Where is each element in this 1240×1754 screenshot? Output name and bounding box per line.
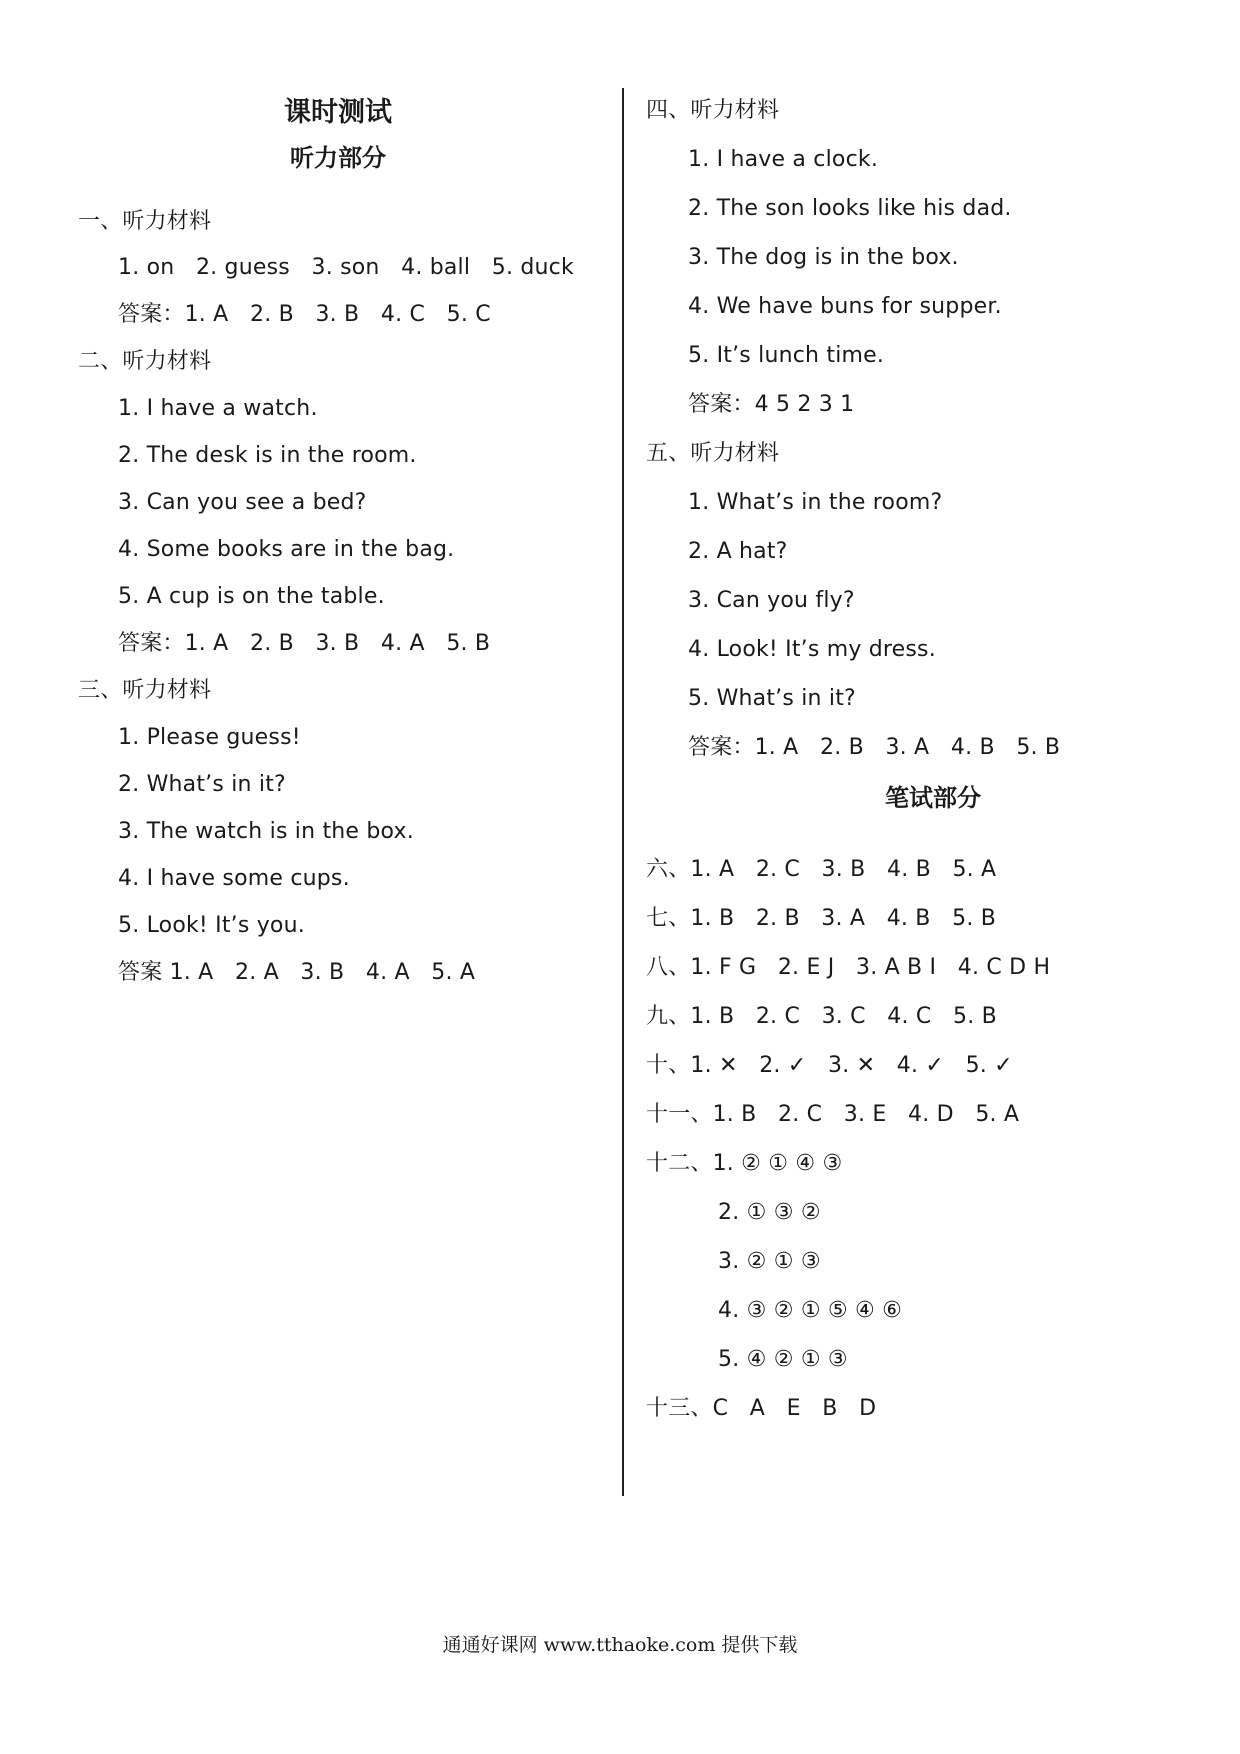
section-5-item: 3. Can you fly?: [688, 588, 855, 613]
page-title: 课时测试: [284, 97, 392, 128]
section-1-item: 1. on 2. guess 3. son 4. ball 5. duck: [118, 255, 574, 280]
section-3-item: 5. Look! It’s you.: [118, 913, 305, 938]
written-section-heading: 笔试部分: [885, 784, 981, 812]
answer-row-12-sub: 4. ③ ② ① ⑤ ④ ⑥: [718, 1298, 903, 1323]
section-4-item: 3. The dog is in the box.: [688, 245, 959, 270]
listening-section-heading: 听力部分: [290, 144, 386, 172]
answer-row-7: 七、1. B 2. B 3. A 4. B 5. B: [646, 906, 997, 931]
section-4-item: 2. The son looks like his dad.: [688, 196, 1012, 221]
section-3-item: 4. I have some cups.: [118, 866, 350, 891]
answer-row-13: 十三、C A E B D: [646, 1396, 877, 1421]
answer-row-12-sub: 2. ① ③ ②: [718, 1200, 821, 1225]
section-5-item: 1. What’s in the room?: [688, 490, 943, 515]
section-2-item: 2. The desk is in the room.: [118, 443, 417, 468]
section-2-item: 5. A cup is on the table.: [118, 584, 385, 609]
answer-row-12-sub: 5. ④ ② ① ③: [718, 1347, 848, 1372]
section-2-item: 1. I have a watch.: [118, 396, 318, 421]
answer-row-12: 十二、1. ② ① ④ ③: [646, 1151, 843, 1176]
section-2-item: 4. Some books are in the bag.: [118, 537, 455, 562]
section-4-answer: 答案：4 5 2 3 1: [688, 392, 855, 417]
section-4-item: 1. I have a clock.: [688, 147, 879, 172]
section-4-item: 4. We have buns for supper.: [688, 294, 1002, 319]
section-5-item: 5. What’s in it?: [688, 686, 856, 711]
section-1-answer: 答案：1. A 2. B 3. B 4. C 5. C: [118, 302, 491, 327]
section-5-answer: 答案：1. A 2. B 3. A 4. B 5. B: [688, 735, 1061, 760]
answer-row-11: 十一、1. B 2. C 3. E 4. D 5. A: [646, 1102, 1020, 1127]
section-2-answer: 答案：1. A 2. B 3. B 4. A 5. B: [118, 631, 491, 656]
section-3-answer: 答案 1. A 2. A 3. B 4. A 5. A: [118, 960, 476, 985]
section-4-item: 5. It’s lunch time.: [688, 343, 885, 368]
answer-row-8: 八、1. F G 2. E J 3. A B I 4. C D H: [646, 955, 1051, 980]
section-5-item: 2. A hat?: [688, 539, 788, 564]
section-3-item: 3. The watch is in the box.: [118, 819, 414, 844]
section-4-heading: 四、听力材料: [646, 98, 780, 123]
answer-row-6: 六、1. A 2. C 3. B 4. B 5. A: [646, 857, 997, 882]
footer-credit: 通通好课网 www.tthaoke.com 提供下载: [442, 1634, 798, 1656]
section-5-heading: 五、听力材料: [646, 441, 780, 466]
section-3-heading: 三、听力材料: [78, 678, 212, 703]
answer-row-10: 十、1. ✕ 2. ✓ 3. ✕ 4. ✓ 5. ✓: [646, 1053, 1013, 1078]
column-divider: [622, 88, 624, 1496]
answer-row-12-sub: 3. ② ① ③: [718, 1249, 821, 1274]
section-5-item: 4. Look! It’s my dress.: [688, 637, 936, 662]
section-3-item: 2. What’s in it?: [118, 772, 286, 797]
answer-row-9: 九、1. B 2. C 3. C 4. C 5. B: [646, 1004, 997, 1029]
section-3-item: 1. Please guess!: [118, 725, 301, 750]
section-1-heading: 一、听力材料: [78, 209, 212, 234]
section-2-heading: 二、听力材料: [78, 349, 212, 374]
section-2-item: 3. Can you see a bed?: [118, 490, 367, 515]
